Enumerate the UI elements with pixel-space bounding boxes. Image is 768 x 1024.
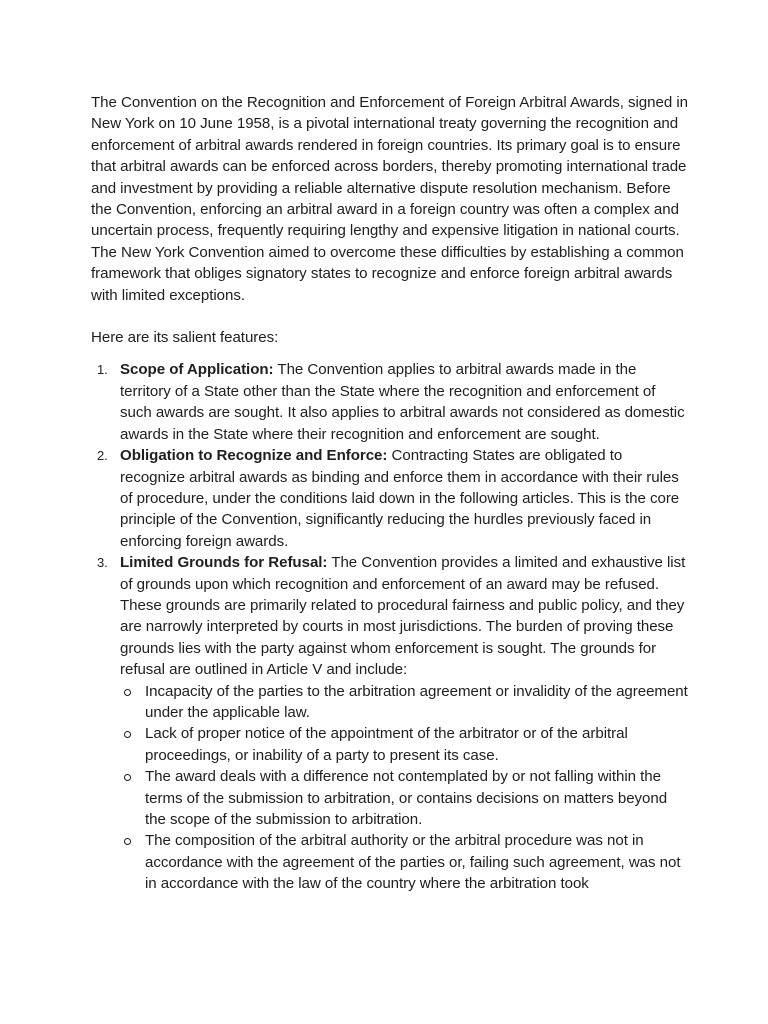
feature-text: The Convention provides a limited and exhaustive list of grounds upon which recognition and enforcement of an award may be refused. These grounds are primarily related to procedural fairness and public policy, and they are narrowly interpreted by courts in most jurisdictions. The burden of proving these grounds lies with the party against whom enforcement is sought. The grounds for refusal are outlined in Article V and include: [120, 554, 686, 679]
intro-paragraph: The Convention on the Recognition and Enforcement of Foreign Arbitral Awards, signed in New York on 10 June 1958, is a pivotal international treaty governing the recognition and enforcement of arbitral awards rendered in foreign countries. Its primary goal is to ensure that arbitral awards can be enforced across borders, thereby promoting international trade and investment by providing a reliable alternative dispute resolution mechanism. Before the Convention, enforcing an arbitral award in a foreign country was often a complex and uncertain process, frequently requiring lengthy and expensive litigation in national courts. The New York Convention aimed to overcome these difficulties by establishing a common framework that obliges signatory states to recognize and enforce foreign arbitral awards with limited exceptions. [91, 94, 688, 304]
features-list [91, 359, 691, 894]
feature-item [91, 359, 691, 445]
feature-text: Contracting States are obligated to recognize arbitral awards as binding and enforce them in accordance with their rules of procedure, under the conditions laid down in the following articles. This is the core principle of the Convention, significantly reducing the hurdles previously faced in enforcing foreign awards. [120, 447, 680, 550]
feature-number: 1. [97, 362, 108, 378]
ground-text: Incapacity of the parties to the arbitration agreement or invalidity of the agreement under the applicable law. [145, 682, 688, 721]
feature-title: Scope of Application: [120, 361, 274, 379]
ground-item [120, 830, 691, 894]
ground-item [120, 766, 691, 830]
feature-item [91, 445, 691, 552]
ground-text: Lack of proper notice of the appointment of the arbitrator or of the arbitral proceedings, or inability of a party to present its case. [145, 725, 628, 764]
circle-bullet-icon [124, 689, 131, 696]
circle-bullet-icon [124, 838, 131, 845]
ground-text: The award deals with a difference not contemplated by or not falling within the terms of the submission to arbitration, or contains decisions on matters beyond the scope of the submission to arbitration. [145, 768, 668, 828]
ground-item [120, 723, 691, 766]
feature-text: The Convention applies to arbitral awards made in the territory of a State other than the State where the recognition and enforcement of such awards are sought. It also applies to arbitral awards not considered as domestic awards in the State where their recognition and enforcement are sought. [120, 361, 685, 443]
ground-text: The composition of the arbitral authority or the arbitral procedure was not in accordance with the agreement of the parties or, failing such agreement, was not in accordance with the law of the country where the arbitration took [145, 832, 681, 893]
feature-item [91, 552, 691, 895]
feature-title: Obligation to Recognize and Enforce: [120, 447, 388, 465]
circle-bullet-icon [124, 731, 131, 738]
features-heading: Here are its salient features: [91, 329, 279, 347]
document-page [91, 92, 691, 895]
feature-number: 3. [97, 555, 108, 571]
ground-item [120, 681, 691, 724]
circle-bullet-icon [124, 774, 131, 781]
feature-title: Limited Grounds for Refusal: [120, 554, 328, 572]
grounds-list [120, 681, 691, 895]
feature-number: 2. [97, 448, 108, 464]
